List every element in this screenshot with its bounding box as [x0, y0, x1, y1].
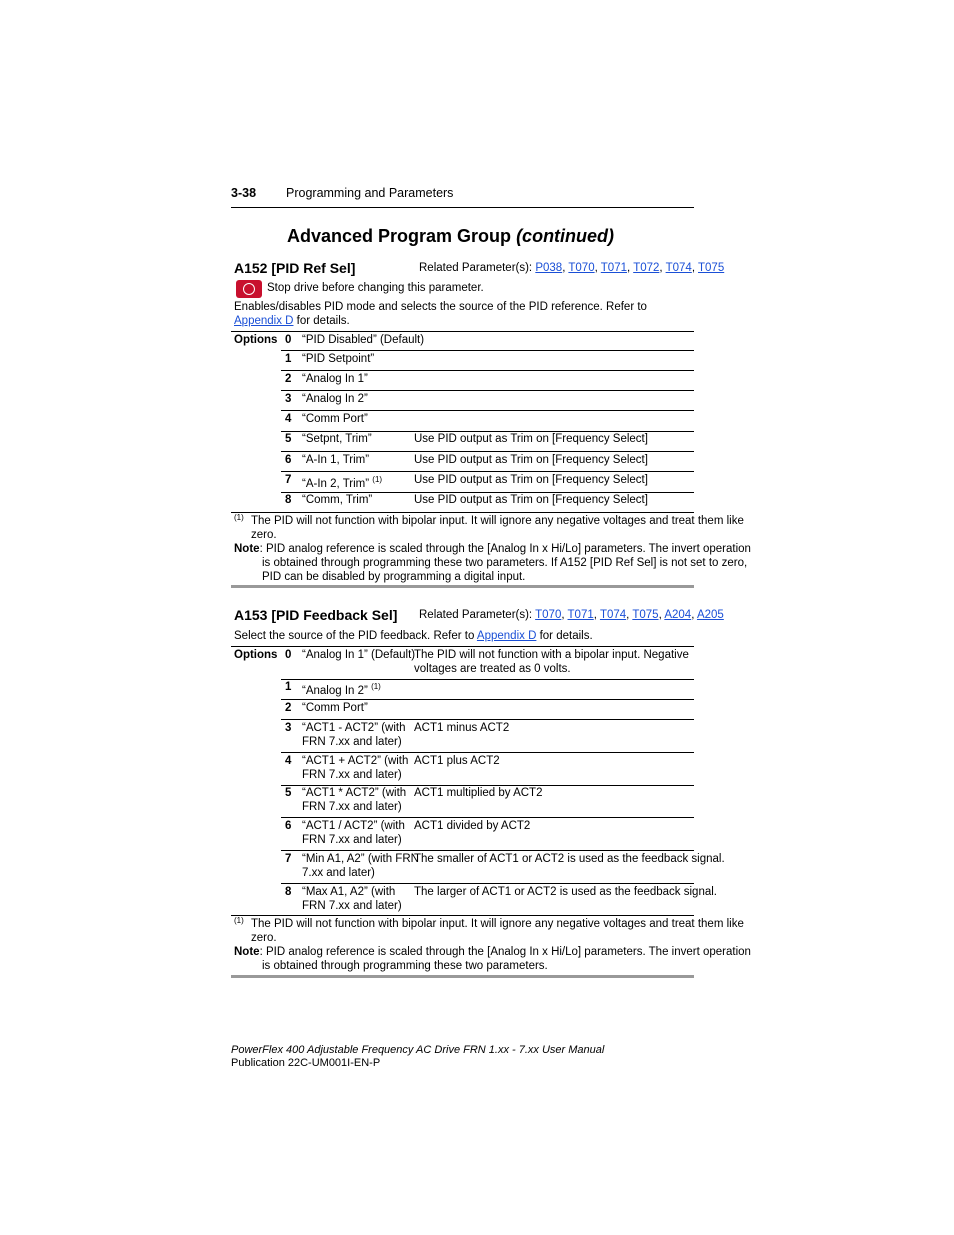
option-name: “A-In 2, Trim” $^{(1)}$ — [302, 475, 383, 490]
option-number: 1 — [285, 681, 292, 693]
a153-description: Select the source of the PID feedback. Refer to Appendix D for details. — [234, 630, 593, 642]
option-name: “Setpnt, Trim” — [302, 433, 372, 445]
related-link-a204[interactable]: A204 — [664, 609, 692, 621]
option-description: ACT1 plus ACT2 — [414, 755, 500, 767]
option-name: “ACT1 / ACT2” (with FRN 7.xx and later) — [302, 820, 405, 846]
option-number: 7 — [285, 853, 292, 865]
option-name: “Min A1, A2” (with FRN 7.xx and later) — [302, 853, 419, 879]
option-description: The smaller of ACT1 or ACT2 is used as the feedback signal. — [414, 853, 725, 865]
option-name: “Analog In 1” — [302, 373, 368, 385]
a152-note: Note: PID analog reference is scaled through the [Analog In x Hi/Lo] parameters. The invert operation — [234, 543, 751, 555]
a153-options-label: Options — [234, 649, 278, 661]
footer-publication: Publication 22C-UM001I-EN-P — [231, 1057, 381, 1069]
a152-description: Enables/disables PID mode and selects the source of the PID reference. Refer to Appendix D for details. — [234, 301, 647, 327]
option-name: “Analog In 1” (Default) — [302, 649, 416, 661]
related-link-t074[interactable]: T074 — [599, 609, 627, 621]
appendix-d-link[interactable]: Appendix D — [234, 315, 294, 327]
option-name: “ACT1 + ACT2” (with FRN 7.xx and later) — [302, 755, 409, 781]
related-link-t070[interactable]: T070 — [535, 609, 562, 621]
option-number: 4 — [285, 755, 292, 767]
option-name: “Comm Port” — [302, 413, 368, 425]
related-link-t075[interactable]: T075 — [698, 262, 725, 274]
related-link-p038[interactable]: P038 — [535, 262, 563, 274]
a153-related: Related Parameter(s): T070, T071, T074, T075, A204, A205 — [419, 609, 724, 621]
option-number: 4 — [285, 413, 292, 425]
related-link-a205[interactable]: A205 — [696, 609, 724, 621]
related-link-t071[interactable]: T071 — [600, 262, 627, 274]
section-title-main: Advanced Program Group — [287, 226, 512, 246]
related-link-t071[interactable]: T071 — [567, 609, 594, 621]
option-name: “PID Disabled” (Default) — [302, 334, 425, 346]
a152-related-label: Related Parameter(s): — [419, 262, 533, 274]
related-link-t072[interactable]: T072 — [633, 262, 660, 274]
option-number: 0 — [285, 649, 292, 661]
related-link-t070[interactable]: T070 — [568, 262, 595, 274]
option-number: 8 — [285, 886, 292, 898]
option-description: ACT1 minus ACT2 — [414, 722, 510, 734]
option-number: 1 — [285, 353, 292, 365]
a152-footnote: The PID will not function with bipolar input. It will ignore any negative voltages and treat them like zero. — [251, 515, 744, 541]
option-name: “Analog In 2” $^{(1)}$ — [302, 682, 381, 697]
footnote-ref: (1) — [372, 475, 383, 484]
option-number: 7 — [285, 474, 292, 486]
option-number: 2 — [285, 373, 292, 385]
stop-icon — [236, 280, 262, 298]
related-link-t074[interactable]: T074 — [665, 262, 692, 274]
option-description: Use PID output as Trim on [Frequency Select] — [414, 433, 648, 445]
a153-note-cont: is obtained through programming these two parameters. — [262, 960, 548, 972]
a153-footnote-mark: (1) — [234, 916, 244, 925]
a153-note: Note: PID analog reference is scaled through the [Analog In x Hi/Lo] parameters. The invert operation — [234, 946, 751, 958]
a152-related: Related Parameter(s): P038, T070, T071, T072, T074, T075 — [419, 262, 725, 274]
option-name: “Comm Port” — [302, 702, 368, 714]
option-number: 5 — [285, 787, 292, 799]
page-header — [231, 185, 694, 208]
note-label: Note — [234, 543, 260, 555]
footnote-ref: (1) — [371, 682, 381, 691]
a152-note-cont: is obtained through programming these two parameters. If A152 [PID Ref Sel] is not set to zero, PID can be disabled by programming a digital input. — [262, 557, 748, 583]
option-name: “PID Setpoint” — [302, 353, 375, 365]
a153-param-name: A153 [PID Feedback Sel] — [234, 607, 398, 623]
section-title-suffix: (continued) — [516, 226, 615, 246]
option-number: 3 — [285, 722, 292, 734]
option-number: 2 — [285, 702, 292, 714]
option-number: 6 — [285, 820, 292, 832]
option-name: “Comm, Trim” — [302, 494, 373, 506]
footer-manual-title: PowerFlex 400 Adjustable Frequency AC Drive FRN 1.xx - 7.xx User Manual — [231, 1044, 605, 1056]
option-number: 3 — [285, 393, 292, 405]
option-name: “ACT1 - ACT2” (with FRN 7.xx and later) — [302, 722, 406, 748]
option-description: Use PID output as Trim on [Frequency Select] — [414, 494, 648, 506]
option-number: 6 — [285, 454, 292, 466]
option-description: Use PID output as Trim on [Frequency Select] — [414, 474, 648, 486]
option-name: “Analog In 2” — [302, 393, 368, 405]
a152-stop-note: Stop drive before changing this parameter. — [267, 282, 484, 294]
option-description: ACT1 divided by ACT2 — [414, 820, 531, 832]
page-number: 3-38 — [231, 186, 257, 200]
option-description: Use PID output as Trim on [Frequency Select] — [414, 454, 648, 466]
option-name: “Max A1, A2” (with FRN 7.xx and later) — [302, 886, 402, 912]
option-description: The larger of ACT1 or ACT2 is used as the feedback signal. — [414, 886, 717, 898]
option-description: ACT1 multiplied by ACT2 — [414, 787, 543, 799]
appendix-d-link[interactable]: Appendix D — [476, 630, 537, 642]
related-link-t075[interactable]: T075 — [632, 609, 659, 621]
a153-footnote: The PID will not function with bipolar input. It will ignore any negative voltages and treat them like zero. — [251, 918, 744, 944]
a152-options-label: Options — [234, 334, 278, 346]
a153-related-label: Related Parameter(s): — [419, 609, 533, 621]
section-title — [287, 226, 614, 247]
option-description: The PID will not function with a bipolar input. Negative voltages are treated as 0 volts. — [414, 649, 689, 675]
note-label: Note — [234, 946, 260, 958]
option-name: “A-In 1, Trim” — [302, 454, 370, 466]
header-title: Programming and Parameters — [286, 186, 454, 200]
option-number: 8 — [285, 494, 292, 506]
option-name: “ACT1 * ACT2” (with FRN 7.xx and later) — [302, 787, 407, 813]
option-number: 0 — [285, 334, 292, 346]
option-number: 5 — [285, 433, 292, 445]
a152-footnote-mark: (1) — [234, 513, 244, 522]
a152-param-name: A152 [PID Ref Sel] — [234, 260, 356, 276]
